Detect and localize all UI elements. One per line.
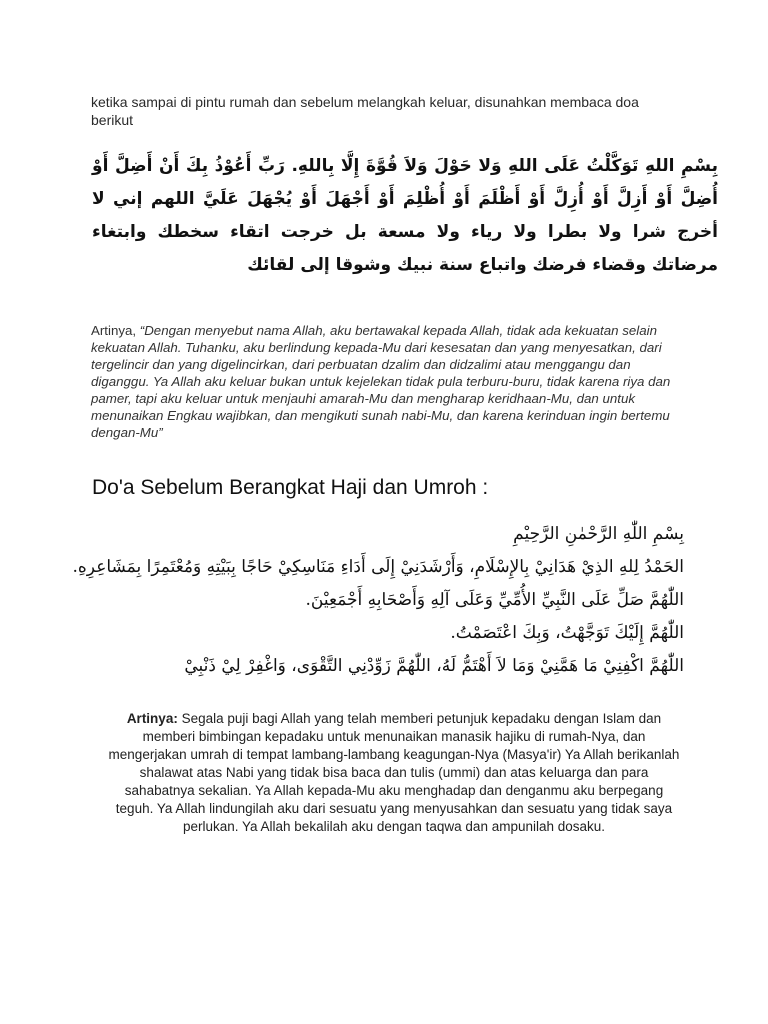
intro-paragraph: [91, 93, 681, 129]
doa-keluar-translation: [91, 322, 681, 441]
doa-haji-line: اللّٰهُمَّ صَلِّ عَلَى النَّبِيِّ الأُمِّيِّ وَعَلَى آلِهِ وَأَصْحَابِهِ أَجْمَعِيْنَ.: [305, 590, 684, 610]
doa-haji-line: الحَمْدُ لِلهِ الذِيْ هَدَانِيْ بِالإِسْلَامِ، وَأَرْشَدَنِيْ إِلَى أَدَاءِ مَنَاسِكِيْ حَاجًا بِبَيْتِهِ وَمُعْتَمِرًا بِمَشَاعِرِهِ.: [72, 557, 684, 577]
translation-text: “Dengan menyebut nama Allah, aku bertawakal kepada Allah, tidak ada kekuatan selain kekuatan Allah. Tuhanku, aku berlindung kepada-Mu dari kesesatan dan yang menyesatkan, dari tergelincir dan yang digelincirkan, dari perbuatan dzalim dan didzalimi atau menggangu dan diganggu. Ya Allah aku keluar bukan untuk kejelekan tidak pula terburu-buru, tidak karena riya dan pamer, tapi aku keluar untuk menjauhi amarah-Mu dan mengharap keridhaan-Mu, dan untuk menunaikan Engkau wajibkan, dan mengikuti sunah nabi-Mu, dan karena kerinduan ingin bertemu dengan-Mu”: [91, 323, 671, 440]
doa-haji-line: اللّٰهُمَّ اكْفِنِيْ مَا هَمَّنِيْ وَمَا لاَ أَهْتَمُّ لَهُ، اللّٰهُمَّ زَوِّدْنِي التَّقْوَى، وَاغْفِرْ لِيْ ذَنْبِيْ: [184, 656, 684, 676]
doa-keluar-arabic: بِسْمِ اللهِ تَوَكَّلْتُ عَلَى اللهِ وَلا حَوْلَ وَلاَ قُوَّةَ إِلَّا بِاللهِ. رَبِّ أَعُوْذُ بِكَ أَنْ أَضِلَّ أَوْ أُضِلَّ أَوْ أَزِلَّ أَوْ أُزِلَّ أَوْ أَظْلَمَ أَوْ أُظْلِمَ أَوْ أَجْهَلَ أَوْ يُجْهَلَ عَلَيَّ اللهم إني لا أخرج شرا ولا بطرا ولا رياء ولا مسعة بل خرجت اتقاء سخطك وابتغاء مرضاتك وقضاء فرضك واتباع سنة نبيك وشوقا إلى لقائك: [92, 156, 718, 275]
doa-haji-translation: [108, 710, 680, 836]
translation-label: Artinya:: [126, 711, 178, 726]
section-heading: Do'a Sebelum Berangkat Haji dan Umroh :: [92, 476, 489, 499]
translation-text: Segala puji bagi Allah yang telah memberi petunjuk kepadaku dengan Islam dan memberi bimbingan kepadaku untuk menunaikan manasik hajiku di rumah-Nya, dan mengerjakan umrah di tempat lambang-lambang keagungan-Nya (Masya'ir) Ya Allah berikanlah shalawat atas Nabi yang tidak bisa baca dan tulis (ummi) dan atas keluarga dan para sahabatnya sekalian. Ya Allah kepada-Mu aku menghadap dan denganmu aku berpegang teguh. Ya Allah lindungilah aku dari sesuatu yang menyusahkan dan sesuatu yang tidak saya perlukan. Ya Allah bekalilah aku dengan taqwa dan ampunilah dosaku.: [108, 711, 680, 834]
translation-label: Artinya,: [91, 323, 140, 338]
doa-haji-arabic: [72, 518, 684, 683]
intro-text: ketika sampai di pintu rumah dan sebelum melangkah keluar, disunahkan membaca doa berikut: [91, 94, 639, 128]
doa-haji-line: بِسْمِ اللّٰهِ الرَّحْمٰنِ الرَّحِيْمِ: [513, 524, 684, 544]
doa-haji-line: اللّٰهُمَّ إِلَيْكَ تَوَجَّهْتُ، وَبِكَ اعْتَصَمْتُ.: [450, 623, 684, 643]
